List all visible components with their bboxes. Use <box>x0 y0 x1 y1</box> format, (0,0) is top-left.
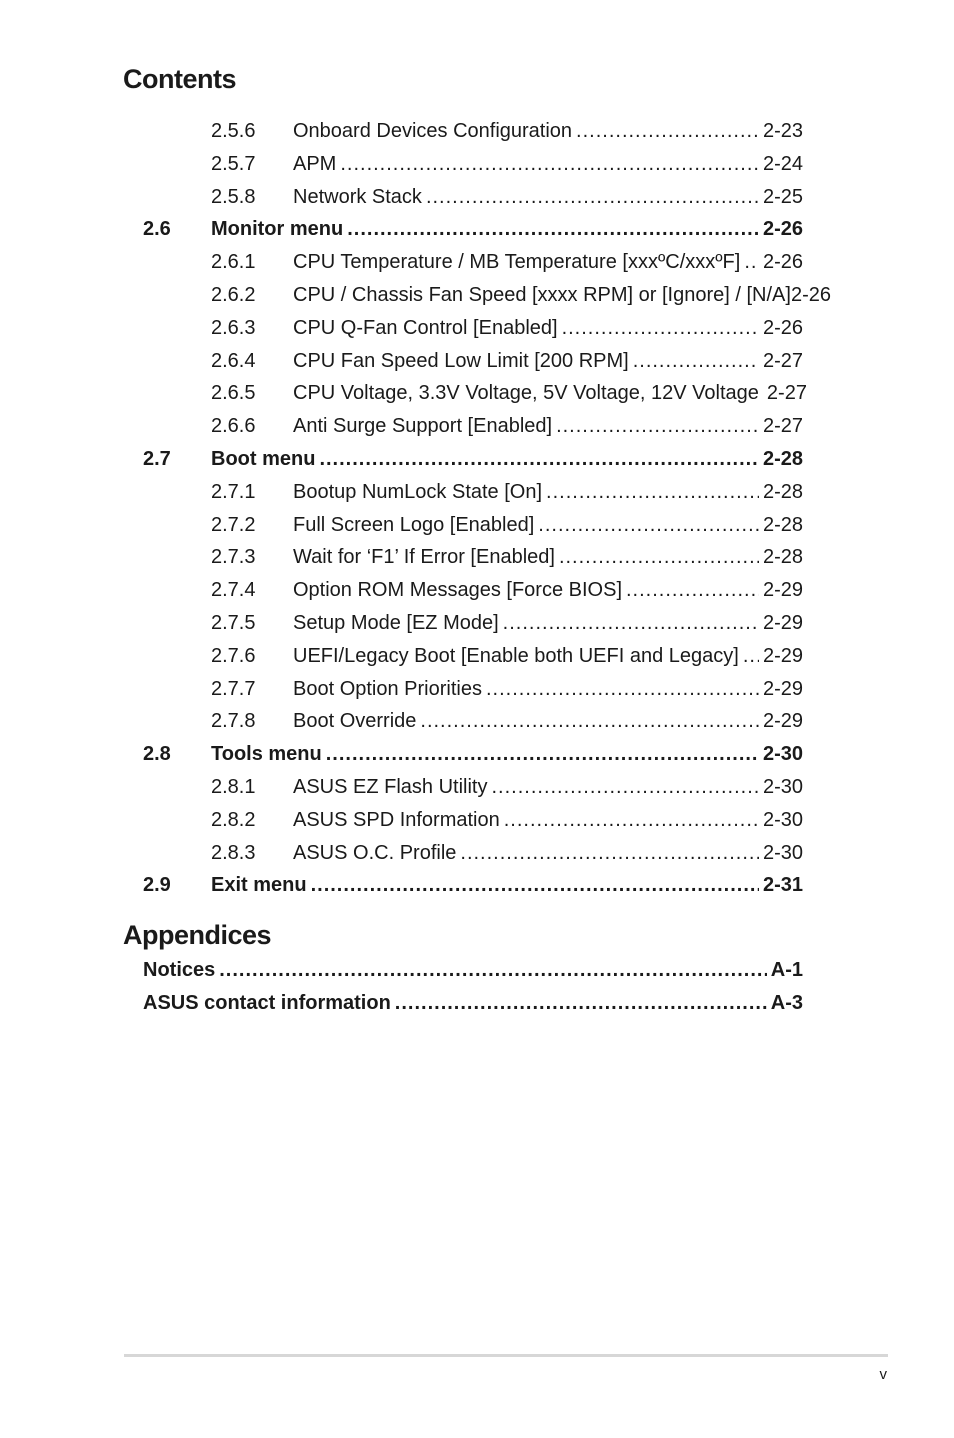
toc-subsection-entry[interactable] <box>0 837 954 870</box>
dot-leader <box>633 345 759 378</box>
page-number: v <box>879 1366 887 1383</box>
toc-entry-title: Bootup NumLock State [On] <box>293 480 543 503</box>
toc-section-entry[interactable] <box>0 443 954 476</box>
toc-entry-title: ASUS EZ Flash Utility <box>293 776 488 798</box>
toc-entry-page: 2-26 <box>762 218 803 241</box>
toc-entry-title: Anti Surge Support [Enabled] <box>293 415 553 438</box>
dot-leader <box>426 181 759 214</box>
toc-entry-title: CPU / Chassis Fan Speed [xxxx RPM] or [Ignore] / [N/A] <box>293 284 791 306</box>
appendix-entry[interactable] <box>0 954 954 987</box>
toc-subsection-entry[interactable] <box>0 673 954 706</box>
toc-subsection-entry[interactable] <box>0 377 954 410</box>
toc-entry-page: 2-30 <box>762 808 803 831</box>
toc-entry-line <box>293 345 803 378</box>
toc-entry-line <box>211 443 803 476</box>
toc-subsection-entry[interactable] <box>0 345 954 378</box>
toc-entry-title: ASUS O.C. Profile <box>293 841 457 864</box>
toc-entry-line <box>293 148 803 181</box>
toc-entry-page: 2-30 <box>762 776 803 798</box>
dot-leader <box>326 738 759 771</box>
toc-entry-title: Setup Mode [EZ Mode] <box>293 612 499 634</box>
toc-entry-number: 2.8.2 <box>211 808 256 831</box>
toc-entry-page: 2-28 <box>762 546 803 569</box>
toc-section-entry[interactable] <box>0 738 954 771</box>
dot-leader <box>562 312 759 345</box>
toc-subsection-entry[interactable] <box>0 804 954 837</box>
toc-entry-number: 2.6.5 <box>211 382 256 405</box>
toc-subsection-entry[interactable] <box>0 771 954 804</box>
toc-subsection-entry[interactable] <box>0 541 954 574</box>
toc-section-entry[interactable] <box>0 213 954 246</box>
dot-leader <box>538 509 759 542</box>
toc-entry-page: 2-27 <box>762 415 803 438</box>
toc-subsection-entry[interactable] <box>0 509 954 542</box>
toc-entry-number: 2.6.6 <box>211 415 256 438</box>
toc-subsection-entry[interactable] <box>0 279 954 312</box>
toc-entry-number: 2.7 <box>143 448 171 470</box>
toc-subsection-entry[interactable] <box>0 574 954 607</box>
dot-leader <box>311 869 759 902</box>
footer-divider <box>124 1354 888 1357</box>
toc-entry-number: 2.7.1 <box>211 480 256 503</box>
toc-entry-title: Boot Override <box>293 710 417 733</box>
toc-subsection-entry[interactable] <box>0 246 954 279</box>
toc-entry-line <box>293 377 807 410</box>
toc-entry-number: 2.7.5 <box>211 612 256 634</box>
toc-subsection-entry[interactable] <box>0 705 954 738</box>
toc-entry-title: CPU Fan Speed Low Limit [200 RPM] <box>293 349 629 372</box>
toc-entry-page: 2-29 <box>762 612 803 634</box>
dot-leader <box>626 574 759 607</box>
toc-entry-line <box>211 869 803 902</box>
toc-subsection-entry[interactable] <box>0 476 954 509</box>
dot-leader <box>559 541 759 574</box>
toc-entry-title: Full Screen Logo [Enabled] <box>293 513 535 536</box>
dot-leader <box>395 987 767 1020</box>
toc-entry-number: 2.7.7 <box>211 677 256 700</box>
appendix-entry[interactable] <box>0 987 954 1020</box>
toc-entry-line <box>293 607 803 640</box>
toc-entry-line <box>293 509 803 542</box>
toc-entry-page: 2-26 <box>762 316 803 339</box>
toc-entry-title: Onboard Devices Configuration <box>293 120 573 142</box>
toc-entry-line <box>293 837 803 870</box>
toc-entry-page: 2-30 <box>762 743 803 766</box>
toc-entry-number: 2.8.3 <box>211 841 256 864</box>
toc-entry-page: 2-29 <box>762 677 803 700</box>
toc-section-entry[interactable] <box>0 869 954 902</box>
toc-entry-title: ASUS SPD Information <box>293 808 500 831</box>
dot-leader <box>546 476 759 509</box>
toc-entry-title: ASUS contact information <box>143 991 391 1014</box>
toc-entry-line <box>293 640 803 673</box>
toc-entry-line <box>293 181 803 214</box>
toc-subsection-entry[interactable] <box>0 607 954 640</box>
toc-entry-page: 2-29 <box>762 644 803 667</box>
toc-entry-title: APM <box>293 152 337 175</box>
dot-leader <box>743 640 759 673</box>
toc-entry-page: 2-26 <box>762 251 803 274</box>
toc-entry-line <box>293 246 803 279</box>
toc-entry-page: 2-29 <box>762 579 803 602</box>
toc-entry-number: 2.6.1 <box>211 251 256 274</box>
toc-subsection-entry[interactable] <box>0 410 954 443</box>
toc-entry-line <box>293 410 803 443</box>
toc-entry-page: 2-28 <box>762 513 803 536</box>
dot-leader <box>556 410 759 443</box>
toc-entry-number: 2.5.7 <box>211 152 256 175</box>
toc-entry-page: 2-30 <box>762 841 803 864</box>
toc-entry-page: 2-27 <box>762 349 803 372</box>
dot-leader <box>420 705 759 738</box>
toc-entry-line <box>293 771 803 804</box>
toc-entry-page: 2-23 <box>762 120 803 142</box>
toc-subsection-entry[interactable] <box>0 312 954 345</box>
dot-leader <box>319 443 759 476</box>
toc-entry-number: 2.8.1 <box>211 776 256 798</box>
toc-entry-title: Monitor menu <box>211 218 344 241</box>
dot-leader <box>503 607 759 640</box>
toc-entry-line <box>293 115 803 148</box>
dot-leader <box>460 837 759 870</box>
toc-entry-line <box>293 312 803 345</box>
toc-entry-title: Boot menu <box>211 448 316 470</box>
dot-leader <box>340 148 759 181</box>
dot-leader <box>486 673 759 706</box>
toc-entry-page: 2-28 <box>762 448 803 470</box>
toc-entry-page: 2-29 <box>762 710 803 733</box>
toc-entry-title: Tools menu <box>211 743 322 766</box>
toc-entry-title: Network Stack <box>293 185 422 208</box>
toc-entry-page: 2-25 <box>762 185 803 208</box>
toc-entry-page: A-3 <box>770 991 803 1014</box>
toc-entry-title: Boot Option Priorities <box>293 677 482 700</box>
toc-entry-line <box>143 987 803 1020</box>
toc-entry-number: 2.7.2 <box>211 513 256 536</box>
toc-entry-line <box>293 541 803 574</box>
toc-entry-page: 2-27 <box>766 382 807 405</box>
dot-leader <box>744 246 759 279</box>
toc-entry-number: 2.7.6 <box>211 644 256 667</box>
toc-entry-title: CPU Voltage, 3.3V Voltage, 5V Voltage, 12V Voltage <box>293 382 759 405</box>
toc-entry-title: Exit menu <box>211 874 307 897</box>
toc-entry-number: 2.7.3 <box>211 546 256 569</box>
toc-entry-page: 2-31 <box>762 874 803 897</box>
toc-entry-title: CPU Temperature / MB Temperature [xxxºC/xxxºF] <box>293 251 741 274</box>
toc-entry-page: 2-28 <box>762 480 803 503</box>
toc-entry-number: 2.9 <box>143 874 171 897</box>
toc-entry-page: A-1 <box>770 959 803 981</box>
toc-entry-line <box>293 476 803 509</box>
toc-entry-line <box>211 213 803 246</box>
toc-entry-page: 2-26 <box>790 284 831 306</box>
toc-entry-number: 2.7.4 <box>211 579 256 602</box>
contents-heading: Contents <box>123 64 236 94</box>
toc-subsection-entry[interactable] <box>0 640 954 673</box>
toc-entry-number: 2.7.8 <box>211 710 256 733</box>
toc-entry-title: Option ROM Messages [Force BIOS] <box>293 579 622 602</box>
toc-subsection-entry[interactable] <box>0 115 954 148</box>
toc-subsection-entry[interactable] <box>0 181 954 214</box>
toc-entry-number: 2.6.2 <box>211 284 256 306</box>
toc-entry-title: UEFI/Legacy Boot [Enable both UEFI and Legacy] <box>293 644 739 667</box>
toc-entry-title: Notices <box>143 959 216 981</box>
dot-leader <box>347 213 759 246</box>
toc-entry-number: 2.6 <box>143 218 171 241</box>
dot-leader <box>491 771 758 804</box>
toc-entry-line <box>293 804 803 837</box>
toc-entry-number: 2.5.6 <box>211 120 256 142</box>
toc-entry-title: CPU Q-Fan Control [Enabled] <box>293 316 558 339</box>
toc-entry-line <box>293 574 803 607</box>
toc-subsection-entry[interactable] <box>0 148 954 181</box>
appendices-heading: Appendices <box>123 920 272 950</box>
dot-leader <box>504 804 759 837</box>
dot-leader <box>576 115 759 148</box>
toc-entry-number: 2.6.3 <box>211 316 256 339</box>
toc-entry-line <box>293 673 803 706</box>
toc-entry-line <box>293 705 803 738</box>
toc-entry-number: 2.5.8 <box>211 185 256 208</box>
toc-entry-page: 2-24 <box>762 152 803 175</box>
toc-entry-number: 2.8 <box>143 743 171 766</box>
toc-entry-number: 2.6.4 <box>211 349 256 372</box>
toc-entry-title: Wait for ‘F1’ If Error [Enabled] <box>293 546 555 569</box>
dot-leader <box>219 954 767 987</box>
toc-entry-line <box>211 738 803 771</box>
toc-entry-line <box>293 279 831 312</box>
toc-entry-line <box>143 954 803 987</box>
